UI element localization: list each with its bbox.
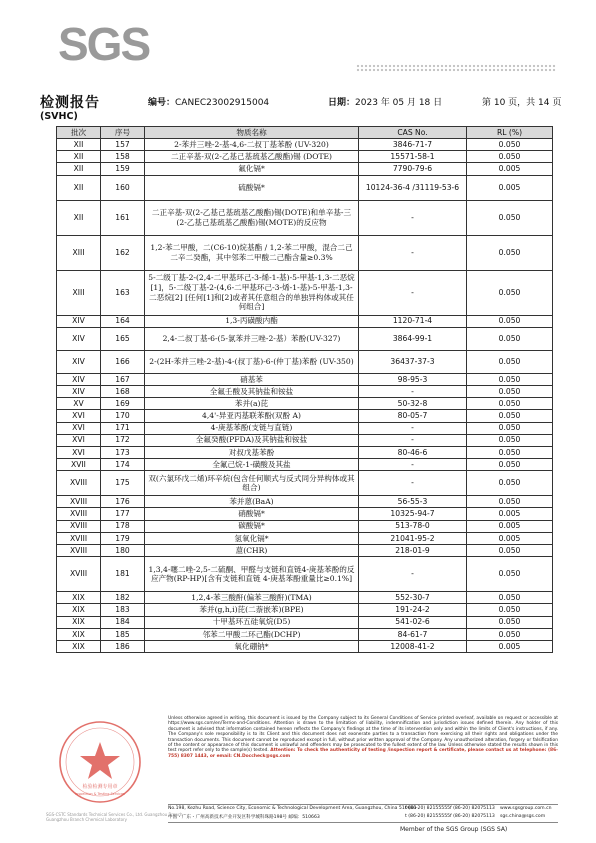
table-row [57, 496, 553, 508]
table-row [57, 508, 553, 520]
website: www.sgsgroup.com.cn [500, 806, 552, 811]
cell-batch: XIX [57, 628, 101, 640]
table-row [57, 616, 553, 628]
cell-batch: XII [57, 139, 101, 151]
svhc-table [56, 126, 553, 653]
table-row [57, 398, 553, 410]
report-date: 2023 年 05 月 18 日 [355, 98, 443, 108]
cell-substance: 对叔戊基苯酚 [145, 446, 359, 458]
cell-batch: XIX [57, 592, 101, 604]
cell-rl: 0.005 [467, 163, 553, 175]
cell-substance: 苯并蒽(BaA) [145, 496, 359, 508]
cell-substance: 苯并(a)芘 [145, 398, 359, 410]
cell-cas: - [359, 270, 467, 315]
page-indicator: 第 10 页，共 14 页 [482, 98, 562, 108]
cell-cas: 80-46-6 [359, 446, 467, 458]
seal-company-line2: Guangzhou Branch Chemical Laboratory [46, 817, 128, 822]
table-row [57, 235, 553, 270]
cell-batch: XV [57, 398, 101, 410]
cell-rl: 0.050 [467, 315, 553, 327]
table-row [57, 270, 553, 315]
cell-substance: 十甲基环五硅氧烷(D5) [145, 616, 359, 628]
table-row [57, 385, 553, 397]
report-subtitle: (SVHC) [40, 111, 78, 122]
cell-substance: 4-庚基苯酚(支链与直链) [145, 422, 359, 434]
cell-substance: 苯并(g,h,i)芘(二萘嵌苯)(BPE) [145, 604, 359, 616]
cell-substance: 1,3,4-噻二唑-2,5-二硫酮、甲醛与支链和直链4-庚基苯酚的反应产物(RP-HP)[含有支链和直链 4-庚基苯酚重量比≥0.1%] [145, 557, 359, 592]
cell-no: 166 [101, 350, 145, 373]
decorative-dot-line [356, 64, 556, 72]
cell-no: 158 [101, 151, 145, 163]
cell-substance: 硫酸镉* [145, 175, 359, 200]
seal-company-name: SGS-CSTC Standards Technical Services Co., Ltd. Guangzhou Branch [46, 812, 183, 817]
table-row [57, 557, 553, 592]
cell-batch: XVI [57, 446, 101, 458]
cell-cas: 50-32-8 [359, 398, 467, 410]
cell-cas: 15571-58-1 [359, 151, 467, 163]
table-row [57, 422, 553, 434]
cell-no: 183 [101, 604, 145, 616]
cell-batch: XVIII [57, 557, 101, 592]
cell-no: 161 [101, 200, 145, 235]
cell-rl: 0.005 [467, 175, 553, 200]
cell-batch: XIV [57, 350, 101, 373]
table-row [57, 640, 553, 652]
table-row [57, 532, 553, 544]
seal-star-icon [80, 742, 120, 779]
tel-cn: t (86-20) 82155555 [405, 814, 451, 819]
cell-rl: 0.050 [467, 200, 553, 235]
cell-rl: 0.005 [467, 520, 553, 532]
table-row [57, 163, 553, 175]
cell-batch: XIV [57, 373, 101, 385]
table-row [57, 628, 553, 640]
report-number-block [148, 95, 269, 108]
footer-disclaimer [168, 716, 558, 759]
cell-rl: 0.050 [467, 139, 553, 151]
footer-rule-bottom [168, 822, 558, 823]
cell-substance: 2,4-二叔丁基-6-(5-氯苯并三唑-2-基）苯酚(UV-327) [145, 327, 359, 350]
cell-cas: 3846-71-7 [359, 139, 467, 151]
cell-cas: 218-01-9 [359, 545, 467, 557]
cell-batch: XVIII [57, 532, 101, 544]
header-no: 序号 [101, 127, 145, 139]
cell-rl: 0.050 [467, 496, 553, 508]
cell-substance: 1,2,4-苯三酸酐(偏苯三酸酐)(TMA) [145, 592, 359, 604]
cell-batch: XIII [57, 270, 101, 315]
cell-rl: 0.050 [467, 557, 553, 592]
cell-cas: 7790-79-6 [359, 163, 467, 175]
seal-label: 检验检测专用章 [82, 784, 118, 790]
cell-substance: 二正辛基-双(2-乙基己基巯基乙酸酯)锡 (DOTE) [145, 151, 359, 163]
cell-cas: 3864-99-1 [359, 327, 467, 350]
cell-rl: 0.005 [467, 508, 553, 520]
cell-no: 185 [101, 628, 145, 640]
cell-cas: 12008-41-2 [359, 640, 467, 652]
cell-no: 175 [101, 471, 145, 496]
cell-cas: - [359, 200, 467, 235]
table-row [57, 175, 553, 200]
cell-batch: XII [57, 200, 101, 235]
cell-no: 176 [101, 496, 145, 508]
cell-batch: XVI [57, 410, 101, 422]
cell-rl: 0.050 [467, 235, 553, 270]
table-row [57, 592, 553, 604]
header-substance: 物质名称 [145, 127, 359, 139]
header-rl: RL (%) [467, 127, 553, 139]
cell-substance: 氢氧化镉* [145, 532, 359, 544]
cell-substance: 1,2-苯二甲酸，二(C6-10)烷基酯 / 1,2-苯二甲酸，混合二己二辛二癸酯，其中邻苯二甲酸二己酯含量≥0.3% [145, 235, 359, 270]
cell-rl: 0.050 [467, 373, 553, 385]
cell-rl: 0.050 [467, 327, 553, 350]
table-header-row [57, 127, 553, 139]
cell-no: 160 [101, 175, 145, 200]
cell-batch: XIX [57, 640, 101, 652]
cell-substance: 氟化镉* [145, 163, 359, 175]
cell-cas: 21041-95-2 [359, 532, 467, 544]
cell-batch: XVIII [57, 520, 101, 532]
cell-substance: 氧化硼钠* [145, 640, 359, 652]
cell-batch: XVIII [57, 496, 101, 508]
cell-no: 173 [101, 446, 145, 458]
report-number-label: 编号： [148, 98, 176, 108]
attention-text: Attention: To check the authenticity of testing /inspection report & certificate, please contact us at telephone: (86-755) 8307 1443, or email: CN.Doccheck@sgs.com [168, 748, 558, 759]
cell-cas: - [359, 434, 467, 446]
cell-no: 165 [101, 327, 145, 350]
table-row [57, 545, 553, 557]
cell-batch: XVI [57, 434, 101, 446]
cell-cas: 80-05-7 [359, 410, 467, 422]
cell-no: 174 [101, 459, 145, 471]
cell-rl: 0.050 [467, 592, 553, 604]
cell-rl: 0.050 [467, 616, 553, 628]
table-body [57, 139, 553, 653]
sgs-logo-text: SGS [58, 18, 150, 70]
cell-batch: XIV [57, 315, 101, 327]
cell-no: 169 [101, 398, 145, 410]
cell-substance: 双(六氯环戊二烯)环辛烷(包含任何顺式与反式同分异构体或其组合) [145, 471, 359, 496]
cell-no: 159 [101, 163, 145, 175]
cell-rl: 0.050 [467, 459, 553, 471]
table-row [57, 459, 553, 471]
cell-no: 180 [101, 545, 145, 557]
tel-en: t (86-20) 82155555 [405, 806, 451, 811]
cell-no: 184 [101, 616, 145, 628]
cell-cas: 191-24-2 [359, 604, 467, 616]
cell-substance: 4,4'-异亚丙基联苯酚(双酚 A) [145, 410, 359, 422]
cell-cas: - [359, 471, 467, 496]
cell-batch: XVI [57, 422, 101, 434]
cell-cas: - [359, 235, 467, 270]
cell-cas: 513-78-0 [359, 520, 467, 532]
cell-substance: 1,3-丙磺酸内酯 [145, 315, 359, 327]
cell-no: 171 [101, 422, 145, 434]
table-row [57, 151, 553, 163]
cell-batch: XIII [57, 235, 101, 270]
cell-rl: 0.005 [467, 532, 553, 544]
cell-substance: 2-(2H-苯并三唑-2-基)-4-(叔丁基)-6-(仲丁基)苯酚 (UV-350) [145, 350, 359, 373]
cell-rl: 0.050 [467, 471, 553, 496]
cell-no: 178 [101, 520, 145, 532]
report-title: 检测报告 [40, 95, 100, 111]
table-row [57, 373, 553, 385]
cell-substance: 全氟癸酸(PFDA)及其钠盐和铵盐 [145, 434, 359, 446]
cell-no: 170 [101, 410, 145, 422]
cell-cas: 1120-71-4 [359, 315, 467, 327]
address-en: No.198, Kezhu Road, Science City, Economic & Technological Development Area, Guangzhou, China 510663 [168, 806, 417, 811]
cell-no: 172 [101, 434, 145, 446]
cell-no: 157 [101, 139, 145, 151]
cell-rl: 0.050 [467, 604, 553, 616]
cell-substance: 全氟己烷-1-磺酸及其盐 [145, 459, 359, 471]
cell-no: 182 [101, 592, 145, 604]
cell-rl: 0.050 [467, 398, 553, 410]
cell-substance: 䓛(CHR) [145, 545, 359, 557]
table-row [57, 200, 553, 235]
table-row [57, 604, 553, 616]
header-cas: CAS No. [359, 127, 467, 139]
cell-batch: XVIII [57, 508, 101, 520]
cell-substance: 全氟壬酸及其钠盐和铵盐 [145, 385, 359, 397]
cell-substance: 2-苯并三唑-2-基-4,6-二叔丁基苯酚 (UV-320) [145, 139, 359, 151]
cell-batch: XII [57, 175, 101, 200]
table-row [57, 315, 553, 327]
table-row [57, 327, 553, 350]
cell-cas: 98-95-3 [359, 373, 467, 385]
cell-rl: 0.050 [467, 385, 553, 397]
report-number: CANEC23002915004 [175, 98, 270, 108]
cell-batch: XIX [57, 604, 101, 616]
table-row [57, 350, 553, 373]
report-date-label: 日期： [328, 98, 356, 108]
cell-no: 168 [101, 385, 145, 397]
report-date-block [328, 95, 442, 108]
cell-cas: - [359, 459, 467, 471]
cell-batch: XII [57, 163, 101, 175]
address-cn: 中国・广东・广州高新技术产业开发区科学城科珠路198号 邮编：510663 [168, 815, 320, 820]
cell-substance: 硝酸镉* [145, 508, 359, 520]
cell-substance: 硝基苯 [145, 373, 359, 385]
cell-rl: 0.050 [467, 410, 553, 422]
cell-cas: - [359, 557, 467, 592]
table-row [57, 446, 553, 458]
cell-rl: 0.050 [467, 350, 553, 373]
cell-substance: 二正辛基-双(2-乙基己基巯基乙酸酯)锡(DOTE)和单辛基-三(2-乙基己基巯基乙酸酯)锡(MOTE)的反应物 [145, 200, 359, 235]
cell-substance: 碳酸镉* [145, 520, 359, 532]
cell-rl: 0.050 [467, 628, 553, 640]
table-row [57, 434, 553, 446]
sgs-member-text: Member of the SGS Group (SGS SA) [400, 826, 508, 833]
cell-cas: - [359, 422, 467, 434]
cell-rl: 0.050 [467, 270, 553, 315]
cell-cas: 10124-36-4 /31119-53-6 [359, 175, 467, 200]
inspection-seal [44, 716, 183, 822]
header-batch: 批次 [57, 127, 101, 139]
table-row [57, 410, 553, 422]
cell-no: 179 [101, 532, 145, 544]
cell-cas: 56-55-3 [359, 496, 467, 508]
cell-batch: XVIII [57, 545, 101, 557]
cell-batch: XIV [57, 327, 101, 350]
cell-cas: 84-61-7 [359, 628, 467, 640]
cell-rl: 0.050 [467, 151, 553, 163]
table-row [57, 471, 553, 496]
cell-cas: 36437-37-3 [359, 350, 467, 373]
cell-no: 162 [101, 235, 145, 270]
sgs-logo [58, 18, 150, 70]
cell-batch: XIV [57, 385, 101, 397]
cell-cas: 552-30-7 [359, 592, 467, 604]
cell-no: 181 [101, 557, 145, 592]
cell-no: 163 [101, 270, 145, 315]
footer-rule-top [168, 804, 558, 805]
table-row [57, 139, 553, 151]
cell-substance: 5-二级丁基-2-(2,4-二甲基环己-3-烯-1-基)-5-甲基-1,3-二恶烷[1]，5-二级丁基-2-(4,6-二甲基环己-3-烯-1-基)-5-甲基-1,3-二恶烷[2] [任何[1]和[2]或者其任意组合的单独异构体或其任何组合] [145, 270, 359, 315]
cell-substance: 邻苯二甲酸二环己酯(DCHP) [145, 628, 359, 640]
cell-rl: 0.050 [467, 434, 553, 446]
cell-cas: - [359, 385, 467, 397]
cell-no: 177 [101, 508, 145, 520]
cell-rl: 0.050 [467, 545, 553, 557]
cell-no: 167 [101, 373, 145, 385]
cell-rl: 0.050 [467, 422, 553, 434]
email: sgs.china@sgs.com [500, 814, 546, 819]
cell-no: 186 [101, 640, 145, 652]
fax-cn: f (86-20) 82075113 [450, 814, 495, 819]
cell-batch: XVII [57, 459, 101, 471]
cell-rl: 0.050 [467, 446, 553, 458]
fax-en: f (86-20) 82075113 [450, 806, 495, 811]
table-row [57, 520, 553, 532]
cell-batch: XVIII [57, 471, 101, 496]
cell-no: 164 [101, 315, 145, 327]
cell-batch: XII [57, 151, 101, 163]
cell-cas: 10325-94-7 [359, 508, 467, 520]
cell-batch: XIX [57, 616, 101, 628]
disclaimer-text: Unless otherwise agreed in writing, this document is issued by the Company subject to its General Conditions of Service printed overleaf, available on request or accessible at https://www.sgs.com/en/Terms-and-Conditions. Attention is drawn to the limitation of liability, indemnification and jurisdiction issues defined therein. Any holder of this document is advised that information contained hereon reflects the Company's findings at the time of its intervention only and within the limits of Client's instructions, if any. The Company's sole responsibility is to its Client and this document does not exonerate parties to a transaction from exercising all their rights and obligations under the transaction documents. This document cannot be reproduced except in full, without prior written approval of the Company. Any unauthorized alteration, forgery or falsification of the content or appearance of this document is unlawful and offenders may be prosecuted to the fullest extent of the law. Unless otherwise stated the results shown in this test report refer only to the sample(s) tested. [168, 716, 558, 754]
cell-cas: 541-02-6 [359, 616, 467, 628]
seal-label-en: Inspection & Testing Services [75, 792, 125, 796]
cell-rl: 0.005 [467, 640, 553, 652]
